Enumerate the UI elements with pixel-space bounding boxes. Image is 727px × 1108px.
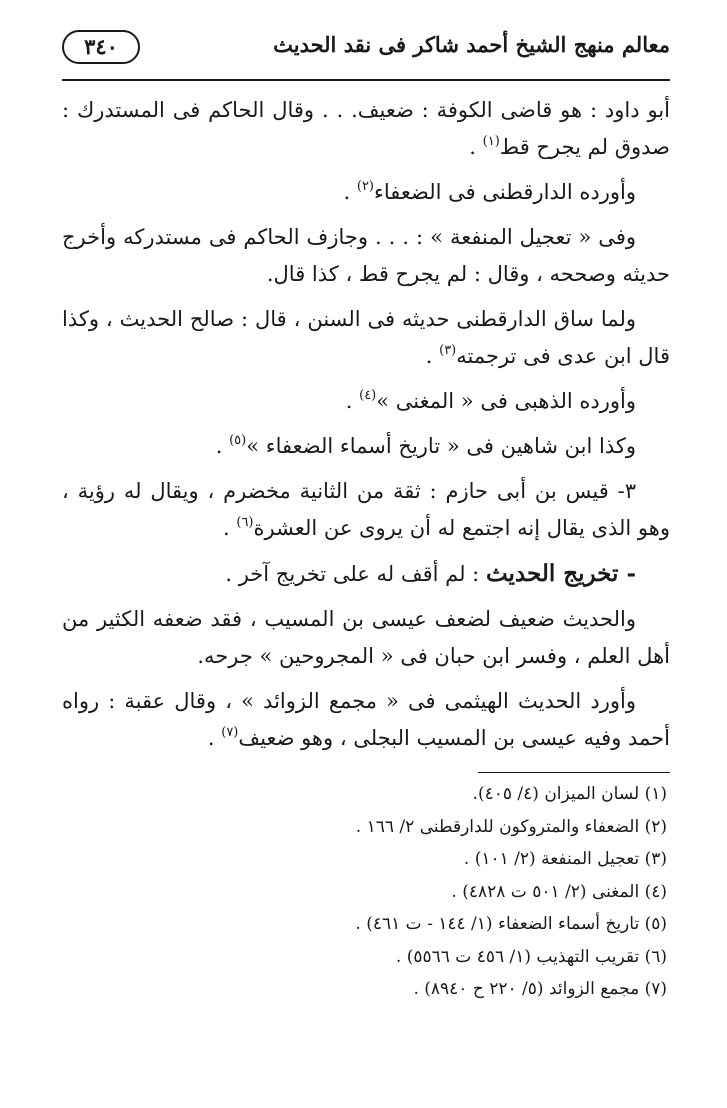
- paragraph: أبو داود : هو قاضى الكوفة : ضعيف. . . وقال الحاكم فى المستدرك : صدوق لم يجرح قط$^{(١)}$ .: [62, 98, 670, 159]
- paragraph: ولما ساق الدارقطنى حديثه فى السنن ، قال : صالح الحديث ، وكذا قال ابن عدى فى ترجمته$^{(٣)}$ .: [62, 307, 670, 368]
- footnote: (٢) الضعفاء والمتروكون للدارقطنى ٢/ ١٦٦ .: [355, 816, 667, 837]
- header-divider: [62, 79, 670, 81]
- main-text: [62, 92, 670, 765]
- paragraph: ٣- قيس بن أبى حازم : ثقة من الثانية مخضرم ، ويقال له رؤية ، وهو الذى يقال إنه اجتمع له أن يروى عن العشرة$^{(٦)}$ .: [62, 479, 670, 540]
- paragraph: وكذا ابن شاهين فى « تاريخ أسماء الضعفاء »$^{(٥)}$ .: [215, 433, 636, 458]
- footnote-ref: (٧): [221, 725, 239, 740]
- footnote: (٤) المغنى (٢/ ٥٠١ ت ٤٨٢٨) .: [451, 881, 667, 902]
- footnote: (٥) تاريخ أسماء الضعفاء (١/ ١٤٤ - ت ٤٦١) .: [355, 914, 667, 934]
- paragraph: والحديث ضعيف لضعف عيسى بن المسيب ، فقد ضعفه الكثير من أهل العلم ، وفسر ابن حبان فى « المجروحين » جرحه.: [62, 607, 670, 668]
- footnote-ref: (٢): [356, 179, 374, 194]
- paragraph: وفى « تعجيل المنفعة » : . . . وجازف الحاكم فى مستدركه وأخرج حديثه وصححه ، وقال : لم يجرح قط ، كذا قال.: [62, 225, 670, 286]
- page-number-badge: ٣٤٠: [62, 30, 140, 64]
- footnote-divider: [478, 772, 670, 773]
- footnote: (٣) تعجيل المنفعة (٢/ ١٠١) .: [463, 849, 667, 869]
- footnote-ref: (٥): [229, 433, 247, 448]
- footnote-ref: (٣): [439, 343, 457, 358]
- footnote: (٧) مجمع الزوائد (٥/ ٢٢٠ ح ٨٩٤٠) .: [413, 979, 667, 999]
- footnote: (٦) تقريب التهذيب (١/ ٤٥٦ ت ٥٥٦٦) .: [395, 946, 667, 967]
- paragraph: وأورد الحديث الهيثمى فى « مجمع الزوائد » ، وقال عقبة : رواه أحمد وفيه عيسى بن المسيب البجلى ، وهو ضعيف$^{(٧)}$ .: [62, 689, 670, 750]
- footnotes-list: [67, 778, 667, 1006]
- paragraph: وأورده الذهبى فى « المغنى »$^{(٤)}$ .: [345, 388, 636, 413]
- paragraph: وأورده الدارقطنى فى الضعفاء$^{(٢)}$ .: [343, 179, 636, 204]
- footnote: (١) لسان الميزان (٤/ ٤٠٥).: [472, 784, 667, 804]
- footnote-ref: (١): [482, 134, 500, 149]
- takhrij-text: : لم أقف له على تخريج آخر .: [225, 562, 486, 586]
- page-header: [62, 28, 670, 70]
- footnote-ref: (٤): [359, 388, 377, 403]
- takhrij-paragraph: [62, 555, 670, 593]
- footnote-ref: (٦): [236, 515, 254, 530]
- takhrij-dash: -: [618, 560, 636, 587]
- takhrij-heading: تخريج الحديث: [485, 560, 619, 587]
- running-title: معالم منهج الشيخ أحمد شاكر فى نقد الحديث: [273, 32, 670, 57]
